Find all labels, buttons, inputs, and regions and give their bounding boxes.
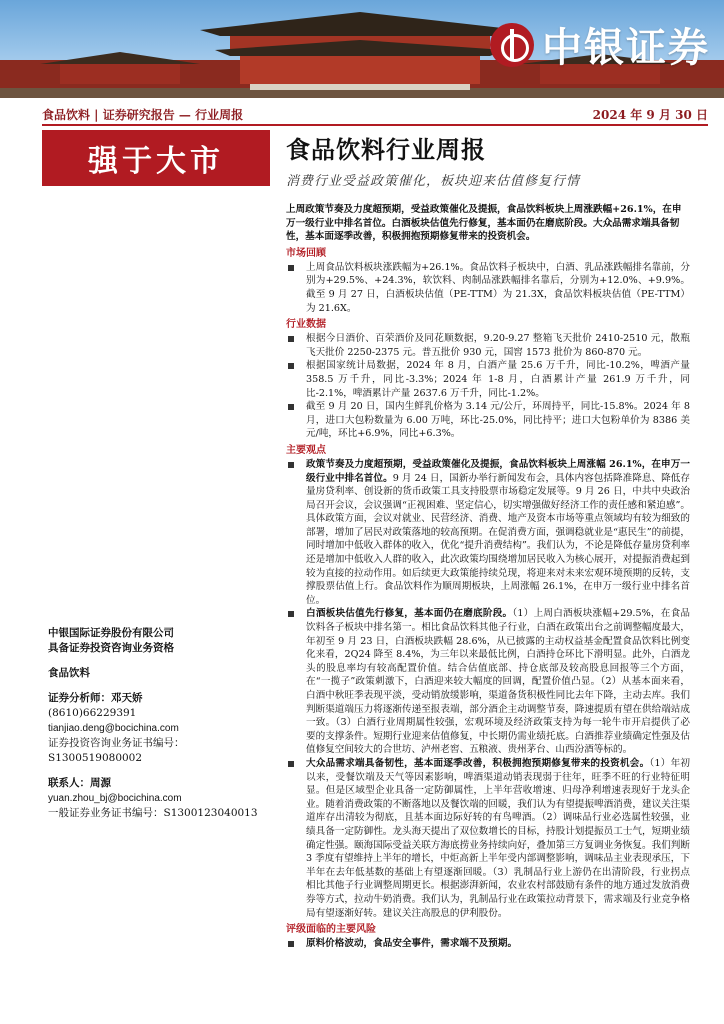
page-title: 食品饮料行业周报 (286, 135, 486, 164)
section-heading: 评级面临的主要风险 (286, 924, 376, 936)
report-body (286, 134, 690, 951)
list-item: 原料价格波动，食品安全事件，需求端不及预期。 (286, 937, 690, 951)
boc-coin-icon (490, 23, 534, 67)
section-list (286, 332, 690, 441)
analyst-phone: (8610)66229391 (48, 707, 137, 719)
company-name: 中银国际证券股份有限公司 (48, 627, 174, 639)
rating-badge: 强于大市 (42, 130, 270, 186)
brand-name: 中银证券 (542, 25, 710, 71)
list-item: 大众品需求端具备韧性，基本面逐季改善，积极拥抱预期修复带来的投资机会。（1）年初以来，受餐饮端及天气等因素影响，啤酒渠道动销表现弱于往年，旺季不旺的行业特征明显。但是区域型企业具备一定防御属性，上半年营收增速、归母净利增速表现好于龙头企业。随着消费政策的不断落地以及餐饮端的回暖，我们认为有望提振啤酒消费，建议关注渠道库存出清较为彻底，且基本面边际好转的有鸟啤酒。（2）调味品行业必选属性较强，业绩具备一定防御性。龙头海天提出了双位数增长的目标，持股计划提振员工士气，短期业绩确定性强。颐海国际受益关联方海底捞业务持续向好，叠加第三方复调业务恢复。我们判断 3 季度有望维持上半年的增长，中炬高新上半年受内部调整影响，调味品主业表现承压，下半年在去年低基数的基础上有望逐渐回暖。（3）乳制品行业上游仍在出清阶段，行业拐点相比其他子行业调整周期更长。根据澎湃新闻，农业农村部鼓励有条件的地方通过发放消费券等方式，拉动牛奶消费。我们认为，乳制品行业在政策拉动背景下，需求端及行业竞争格局有望逐渐好转。建议关注高股息的伊利股份。 (286, 757, 690, 920)
list-item: 截至 9 月 20 日，国内生鲜乳价格为 3.14 元/公斤，环周持平，同比-15.8%。2024 年 8 月，进口大包粉数量为 6.00 万吨，环比-25.0%，同比持平；进口大包粉单价为 8386 美元/吨，环比+6.9%，同比+6.3%。 (286, 400, 690, 441)
section-list (286, 261, 690, 315)
section-heading: 行业数据 (286, 319, 326, 331)
brand-logo (490, 16, 710, 73)
header-divider (42, 124, 708, 126)
report-date: 2024 年 9 月 30 日 (592, 107, 708, 122)
list-item: 白酒板块估值先行修复，基本面仍在磨底阶段。（1）上周白酒板块涨幅+29.5%，在食品饮料各子板块中排名第一。相比食品饮料其他子行业，白酒在政策出台之前调整幅度最大，年初至 9 月 23 日，白酒板块跌幅 28.6%，从已披露的主动权益基金配置食品饮料比例变化来看，2Q24 降至 8.4%，为三年以来最低比例，白酒持仓环比下滑明显。此外，白酒龙头的股息率均有较高配置价值。结合估值底部、持仓底部及较高股息回报等三个方面，在“一揽子”政策刺激下，白酒迎来较大幅度的回调，配置价值凸显。（2）从基本面来看，白酒中秋旺季表现平淡，受动销放缓影响，渠道备货积极性同比去年下降，主动去库。我们判断渠道端压力将逐渐传递至报表端，部分酒企主动调整节奏，降速提质有望在供给端站成一致。（3）白酒行业周期属性较强，宏观环境及经济政策支持为每一轮牛市开启提供了必要的支撑条件。短期行业迎来估值修复，中长期仍需业绩托底。白酒推荐业绩确定性强及估值修复空间较大的合世坊、泸州老窖、五粮液、贵州茅台、山西汾酒等标的。 (286, 607, 690, 757)
analyst-email[interactable]: tianjiao.deng@bocichina.com (48, 723, 179, 734)
report-category: 食品饮料 | 证券研究报告 — 行业周报 (42, 107, 244, 122)
section-list (286, 458, 690, 920)
section-heading: 主要观点 (286, 444, 326, 456)
contact-email[interactable]: yuan.zhou_bj@bocichina.com (48, 793, 182, 804)
list-item: 上周食品饮料板块涨跌幅为+26.1%。食品饮料子板块中，白酒、乳品涨跌幅排名靠前，分别为+29.5%、+24.3%，软饮料、肉制品涨跌幅排名靠后，分别为+12.0%、+9.9%。截至 9 月 27 日，白酒板块估值（PE-TTM）为 21.3X，食品饮料板块估值（PE-TTM）为 21.6X。 (286, 261, 690, 315)
license-text: 具备证券投资咨询业务资格 (48, 642, 174, 654)
list-item: 根据今日酒价、百荣酒价及同花顺数据，9.20-9.27 整箱飞天批价 2410-2510 元，散瓶飞天批价 2250-2375 元。普五批价 930 元，国窖 1573 批价为 860-870 元。 (286, 332, 690, 359)
sector-label: 食品饮料 (48, 667, 90, 679)
analyst-cert: 证券投资咨询业务证书编号：S1300519080002 (48, 737, 185, 764)
report-header (42, 104, 708, 124)
analyst-name: 证券分析师：邓天娇 (48, 692, 143, 704)
contact-name: 联系人：周源 (48, 777, 111, 789)
contact-cert: 一般证券业务证书编号：S1300123040013 (48, 807, 258, 819)
list-item: 根据国家统计局数据，2024 年 8 月，白酒产量 25.6 万千升，同比-10.2%，啤酒产量 358.5 万千升，同比-3.3%；2024 年 1-8 月，白酒累计产量 261.9 万千升，同比-2.1%，啤酒累计产量 2637.6 万千升，同比-1.2%。 (286, 359, 690, 400)
list-item: 政策节奏及力度超预期，受益政策催化及提振，食品饮料板块上周涨幅 26.1%，在申万一级行业中排名首位。9 月 24 日，国新办举行新闻发布会，具体内容包括降准降息、降低存量房贷利率、创设新的货币政策工具支持股票市场稳定发展等。9 月 26 日，中共中央政治局召开会议，会议强调“正视困难、坚定信心，切实增强做好经济工作的责任感和紧迫感”。具体政策方面，会议对就业、民营经济、消费、地产及资本市场等重点领域均有较为细致的部署，增加了居民对政策落地的较高预期。在促消费方面，强调稳就业是“惠民生”的前提，同时增加中低收入群体的收入，优化“提升消费结构”。我们认为，不论是降低存量房贷利率还是增加中低收入人群的收入，此次政策均围绕增加居民收入为核心展开，对提振消费起到较为直接的拉动作用。如后续更大政策能持续兑现，将迎来对未来宏观环境预期的反转，支撑股票估值上行。食品饮料作为顺周期板块，上周涨幅 26.1%，在申万一级行业中排名首位。 (286, 458, 690, 608)
header-banner (0, 0, 724, 98)
section-list (286, 937, 690, 951)
section-heading: 市场回顾 (286, 247, 326, 259)
summary-paragraph: 上周政策节奏及力度超预期，受益政策催化及提振，食品饮料板块上周涨跌幅+26.1%，在申万一级行业中排名首位。白酒板块估值先行修复，基本面仍在磨底阶段。大众品需求端具备韧性，基本面逐季改善，积极拥抱预期修复带来的投资机会。 (286, 204, 682, 243)
page-subtitle: 消费行业受益政策催化，板块迎来估值修复行情 (286, 174, 581, 189)
author-info (48, 626, 268, 821)
